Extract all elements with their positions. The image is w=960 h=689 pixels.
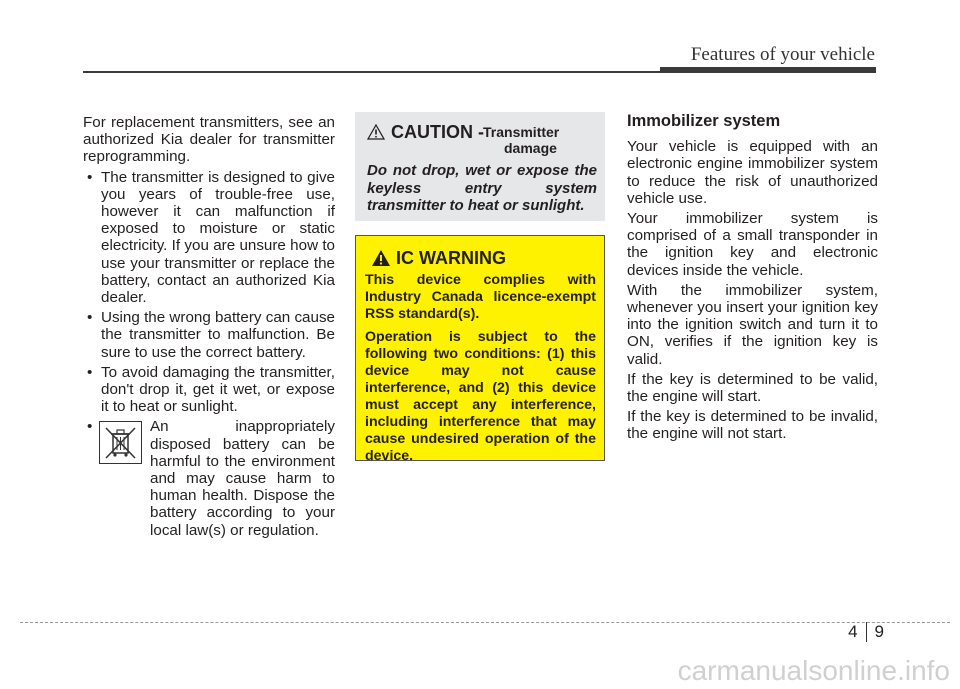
list-item	[83, 169, 335, 307]
chapter-number: 4	[848, 622, 866, 642]
caution-subject-line2: damage	[504, 140, 557, 156]
body-paragraph: If the key is determined to be invalid, the engine will not start.	[627, 408, 878, 443]
warning-triangle-icon	[367, 124, 385, 145]
ic-warning-box	[355, 235, 605, 464]
body-paragraph: Your vehicle is equipped with an electronic engine immobilizer system to reduce the risk of unauthorized vehicle use.	[627, 138, 878, 207]
bullet-text: Using the wrong battery can cause the transmitter to malfunction. Be sure to use the correct battery.	[101, 309, 335, 361]
intro-paragraph: For replacement transmitters, see an authorized Kia dealer for transmitter reprogramming.	[83, 114, 335, 166]
warning-label: IC WARNING	[396, 248, 506, 268]
section-title: Immobilizer system	[627, 112, 781, 130]
section-header-title: Features of your vehicle	[690, 44, 875, 65]
warning-body	[365, 272, 596, 465]
warning-filled-triangle-icon	[371, 249, 391, 272]
caution-body: Do not drop, wet or expose the keyless entry system transmitter to heat or sunlight.	[367, 162, 597, 214]
bullet-text: To avoid damaging the transmitter, don't drop it, get it wet, or expose it to heat or sunlight.	[101, 363, 335, 416]
bullet-text: The transmitter is designed to give you years of trouble-free use, however it can malfunction if exposed to moisture or static electricity. If you are unsure how to use your transmitter or replace the battery, contact an authorized Kia dealer.	[101, 168, 335, 307]
body-paragraph: Your immobilizer system is comprised of a small transponder in the ignition key and electronic devices inside the vehicle.	[627, 210, 878, 279]
left-column	[83, 114, 335, 538]
page-number	[848, 622, 884, 642]
bullet-glyph: •	[87, 168, 93, 186]
caution-label: CAUTION -	[391, 122, 484, 142]
dispose-text: An inappropriately disposed battery can be harmful to the environment and may cause harm to human health. Dispose the battery according to your local law(s) or regulation.	[150, 418, 335, 539]
warning-header	[365, 246, 596, 272]
bullet-glyph: •	[87, 309, 93, 327]
warning-paragraph: This device complies with Industry Canada licence-exempt RSS standard(s).	[365, 272, 596, 322]
caution-header	[367, 122, 597, 162]
right-column	[627, 113, 878, 446]
body-paragraph: With the immobilizer system, whenever you insert your ignition key into the ignition switch and turn it to ON, verifies if the ignition key is valid.	[627, 281, 878, 368]
bullet-glyph: •	[87, 418, 93, 436]
list-item-dispose	[83, 418, 335, 538]
list-item	[83, 309, 335, 361]
list-item	[83, 364, 335, 416]
warning-paragraph: Operation is subject to the following two conditions: (1) this device may not cause interference, and (2) this device must accept any interference, including interference that may cause undesired operation of the device.	[365, 329, 596, 464]
bullet-glyph: •	[87, 363, 93, 381]
page-number-value: 9	[874, 622, 884, 641]
caution-subject-line1: Transmitter	[483, 124, 560, 140]
crossed-out-bin-icon	[99, 421, 142, 464]
footer-rule	[20, 622, 950, 623]
header-rule-accent	[660, 67, 876, 73]
watermark: carmanualsonline.info	[677, 655, 950, 686]
body-paragraph: If the key is determined to be valid, the engine will start.	[627, 370, 878, 406]
caution-box	[355, 112, 605, 221]
